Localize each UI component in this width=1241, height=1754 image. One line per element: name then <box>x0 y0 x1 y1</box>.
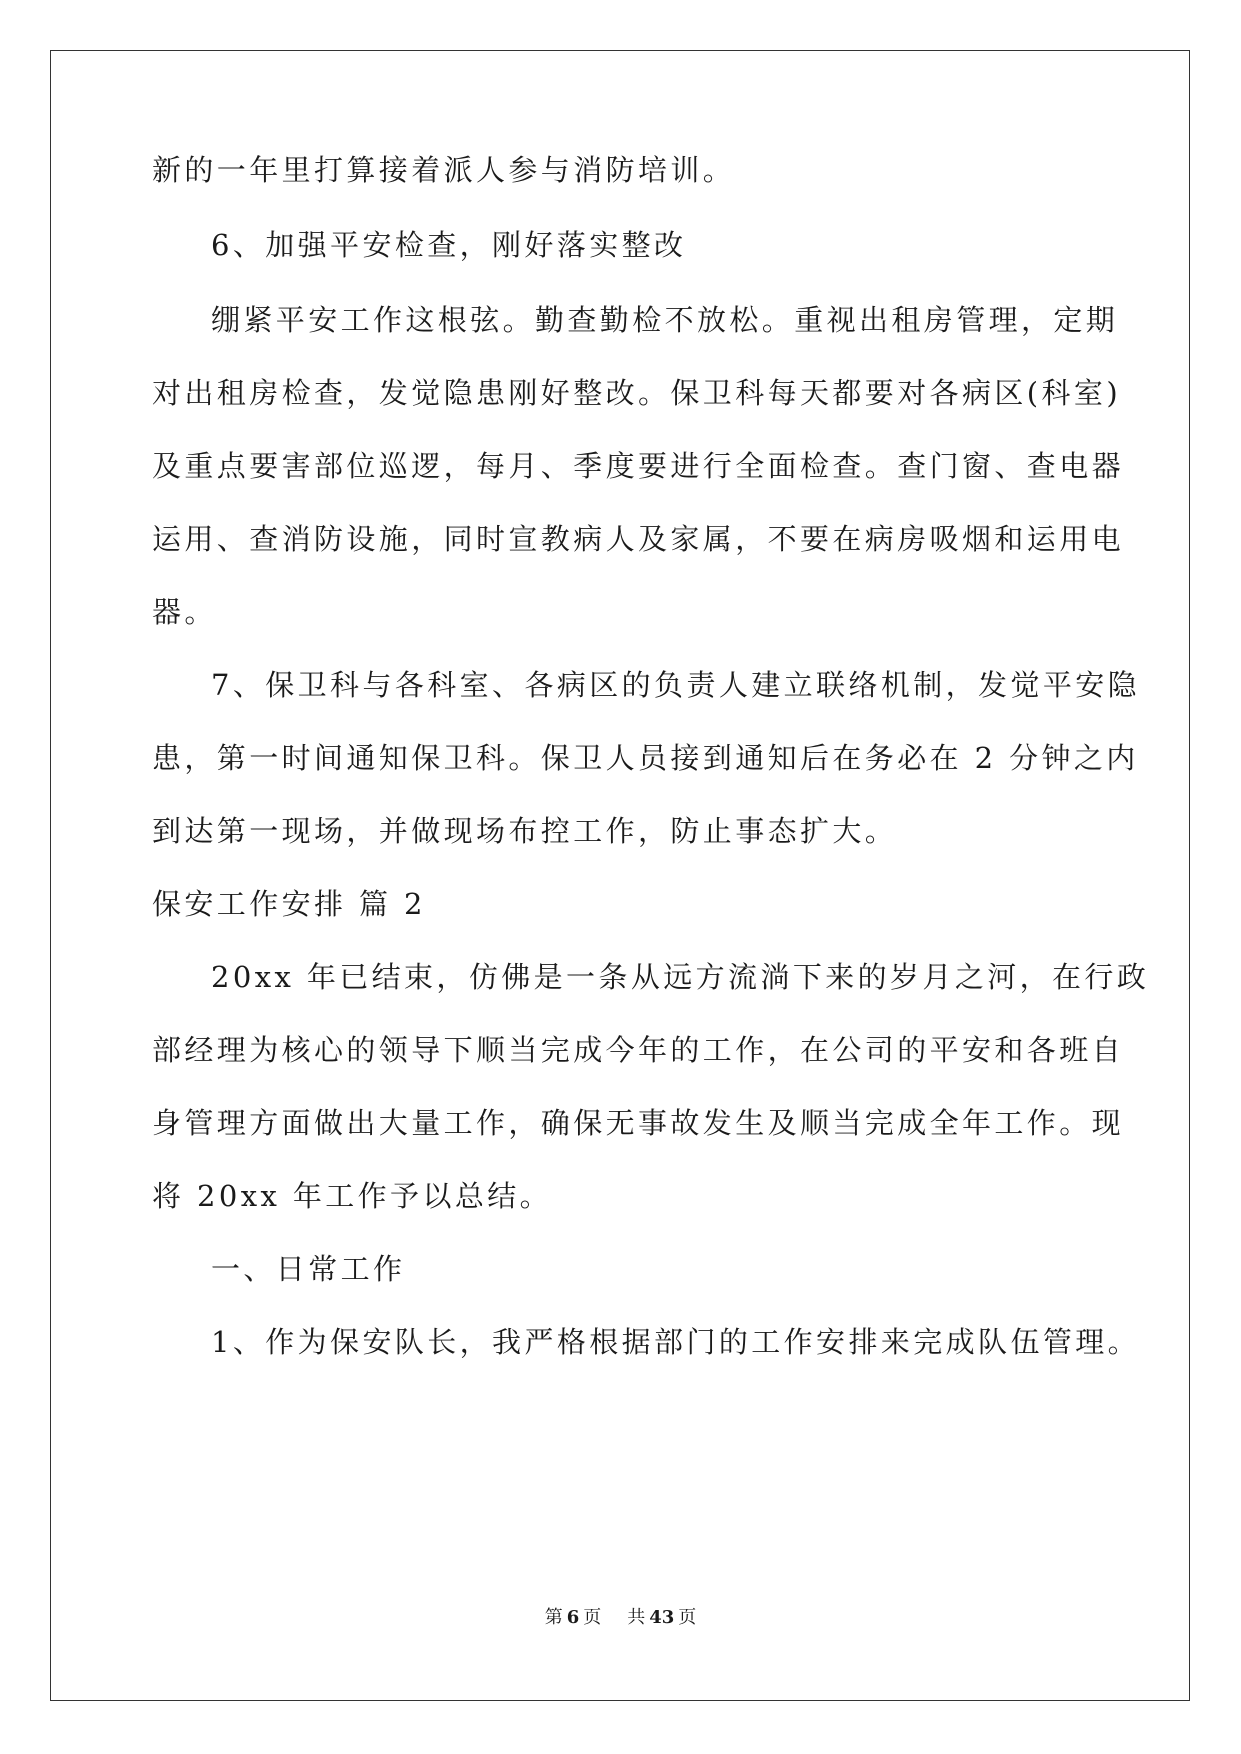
paragraph-line: 对出租房检查，发觉隐患刚好整改。保卫科每天都要对各病区(科室) <box>152 376 1122 410</box>
paragraph-line: 器。 <box>152 595 217 629</box>
paragraph-line: 部经理为核心的领导下顺当完成今年的工作，在公司的平安和各班自 <box>152 1033 1125 1067</box>
paragraph-line: 新的一年里打算接着派人参与消防培训。 <box>152 153 736 187</box>
paragraph-line: 患，第一时间通知保卫科。保卫人员接到通知后在务必在 2 分钟之内 <box>152 741 1139 775</box>
paragraph-line: 20xx 年已结束，仿佛是一条从远方流淌下来的岁月之河，在行政 <box>211 960 1150 994</box>
section-heading: 一、日常工作 <box>211 1252 406 1286</box>
total-suffix: 页 <box>678 1607 697 1628</box>
section-heading: 6、加强平安检查，刚好落实整改 <box>211 228 687 262</box>
page-footer <box>0 1606 1241 1630</box>
article-heading: 保安工作安排 篇 2 <box>152 887 426 921</box>
total-prefix: 共 <box>627 1607 646 1628</box>
paragraph-line: 到达第一现场，并做现场布控工作，防止事态扩大。 <box>152 814 898 848</box>
paragraph-line: 1、作为保安队长，我严格根据部门的工作安排来完成队伍管理。 <box>211 1325 1141 1359</box>
paragraph-line: 将 20xx 年工作予以总结。 <box>152 1179 553 1213</box>
paragraph-line: 及重点要害部位巡逻，每月、季度要进行全面检查。查门窗、查电器 <box>152 449 1125 483</box>
page-suffix: 页 <box>583 1607 602 1628</box>
paragraph-line: 绷紧平安工作这根弦。勤查勤检不放松。重视出租房管理，定期 <box>211 303 1119 337</box>
paragraph-line: 运用、查消防设施，同时宣教病人及家属，不要在病房吸烟和运用电 <box>152 522 1125 556</box>
page-border <box>50 50 1190 1701</box>
total-page-count: 43 <box>649 1607 675 1628</box>
paragraph-line: 7、保卫科与各科室、各病区的负责人建立联络机制，发觉平安隐 <box>211 668 1141 702</box>
current-page-number: 6 <box>566 1607 580 1628</box>
page-prefix: 第 <box>544 1607 563 1628</box>
paragraph-line: 身管理方面做出大量工作，确保无事故发生及顺当完成全年工作。现 <box>152 1106 1125 1140</box>
